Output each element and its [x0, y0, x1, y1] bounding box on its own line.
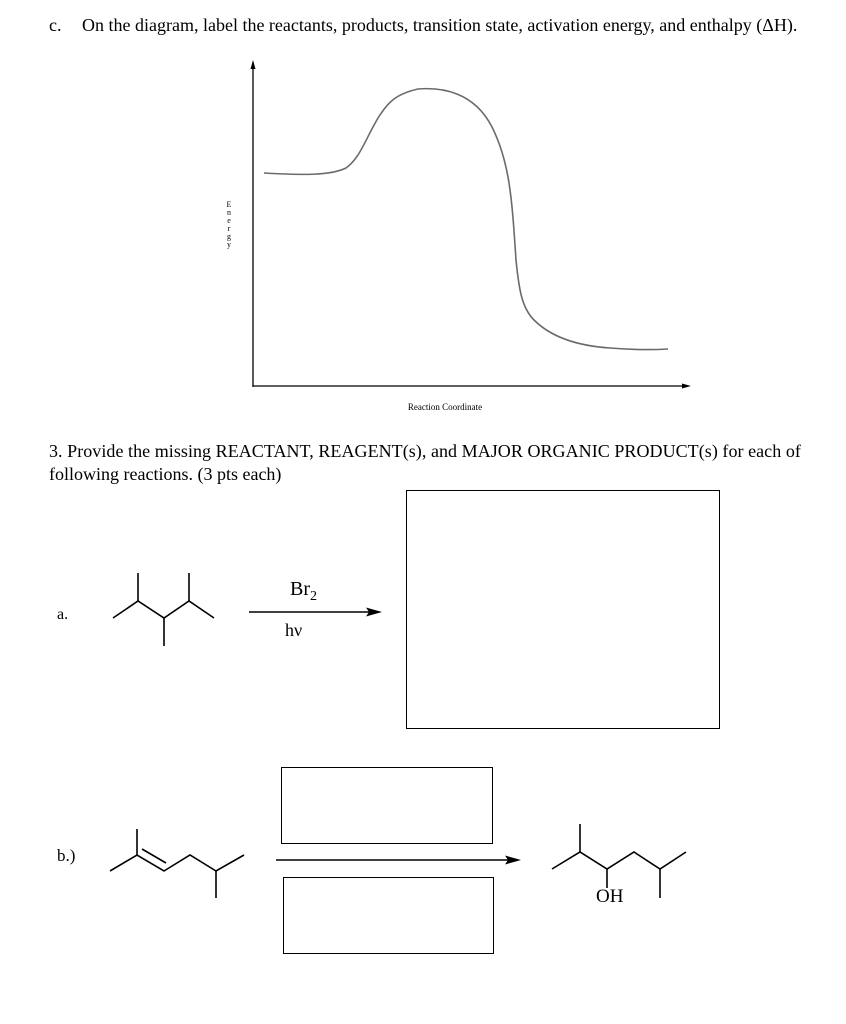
y-axis-label-char: n [227, 208, 231, 217]
y-axis-label-char: E [226, 200, 232, 209]
question-c-text: On the diagram, label the reactants, products, transition state, activation energy, and enthalpy (ΔH). [82, 15, 798, 35]
reaction-a-arrow [249, 608, 382, 617]
y-axis-label-char: g [227, 232, 231, 241]
question-3-line1: 3. Provide the missing REACTANT, REAGENT(s), and MAJOR ORGANIC PRODUCT(s) for each of [49, 441, 801, 461]
reactant-b-skeleton [110, 829, 244, 898]
reactant-a-skeleton [113, 573, 214, 646]
reaction-a-label: a. [57, 606, 69, 623]
reaction-b-label: b.) [57, 846, 76, 865]
reagent-b-answer-box-bottom[interactable] [283, 877, 494, 954]
reaction-a-reagent-bottom: hν [285, 620, 303, 640]
question-c-label: c. [49, 15, 62, 35]
x-axis-label: Reaction Coordinate [407, 402, 483, 412]
product-b-hydroxyl: OH [596, 886, 624, 907]
product-a-answer-box[interactable] [406, 490, 720, 729]
y-axis-label-char: e [227, 216, 231, 225]
reagent-b-answer-box-top[interactable] [281, 767, 493, 844]
reaction-a-reagent-top [290, 578, 317, 605]
y-axis-label-char: y [227, 240, 231, 249]
reagent-br: Br [290, 578, 310, 600]
y-axis-label-char: r [227, 224, 231, 233]
reaction-b-arrow [276, 856, 521, 865]
question-3-line2: following reactions. (3 pts each) [49, 464, 282, 484]
reagent-br-subscript: 2 [310, 589, 317, 604]
